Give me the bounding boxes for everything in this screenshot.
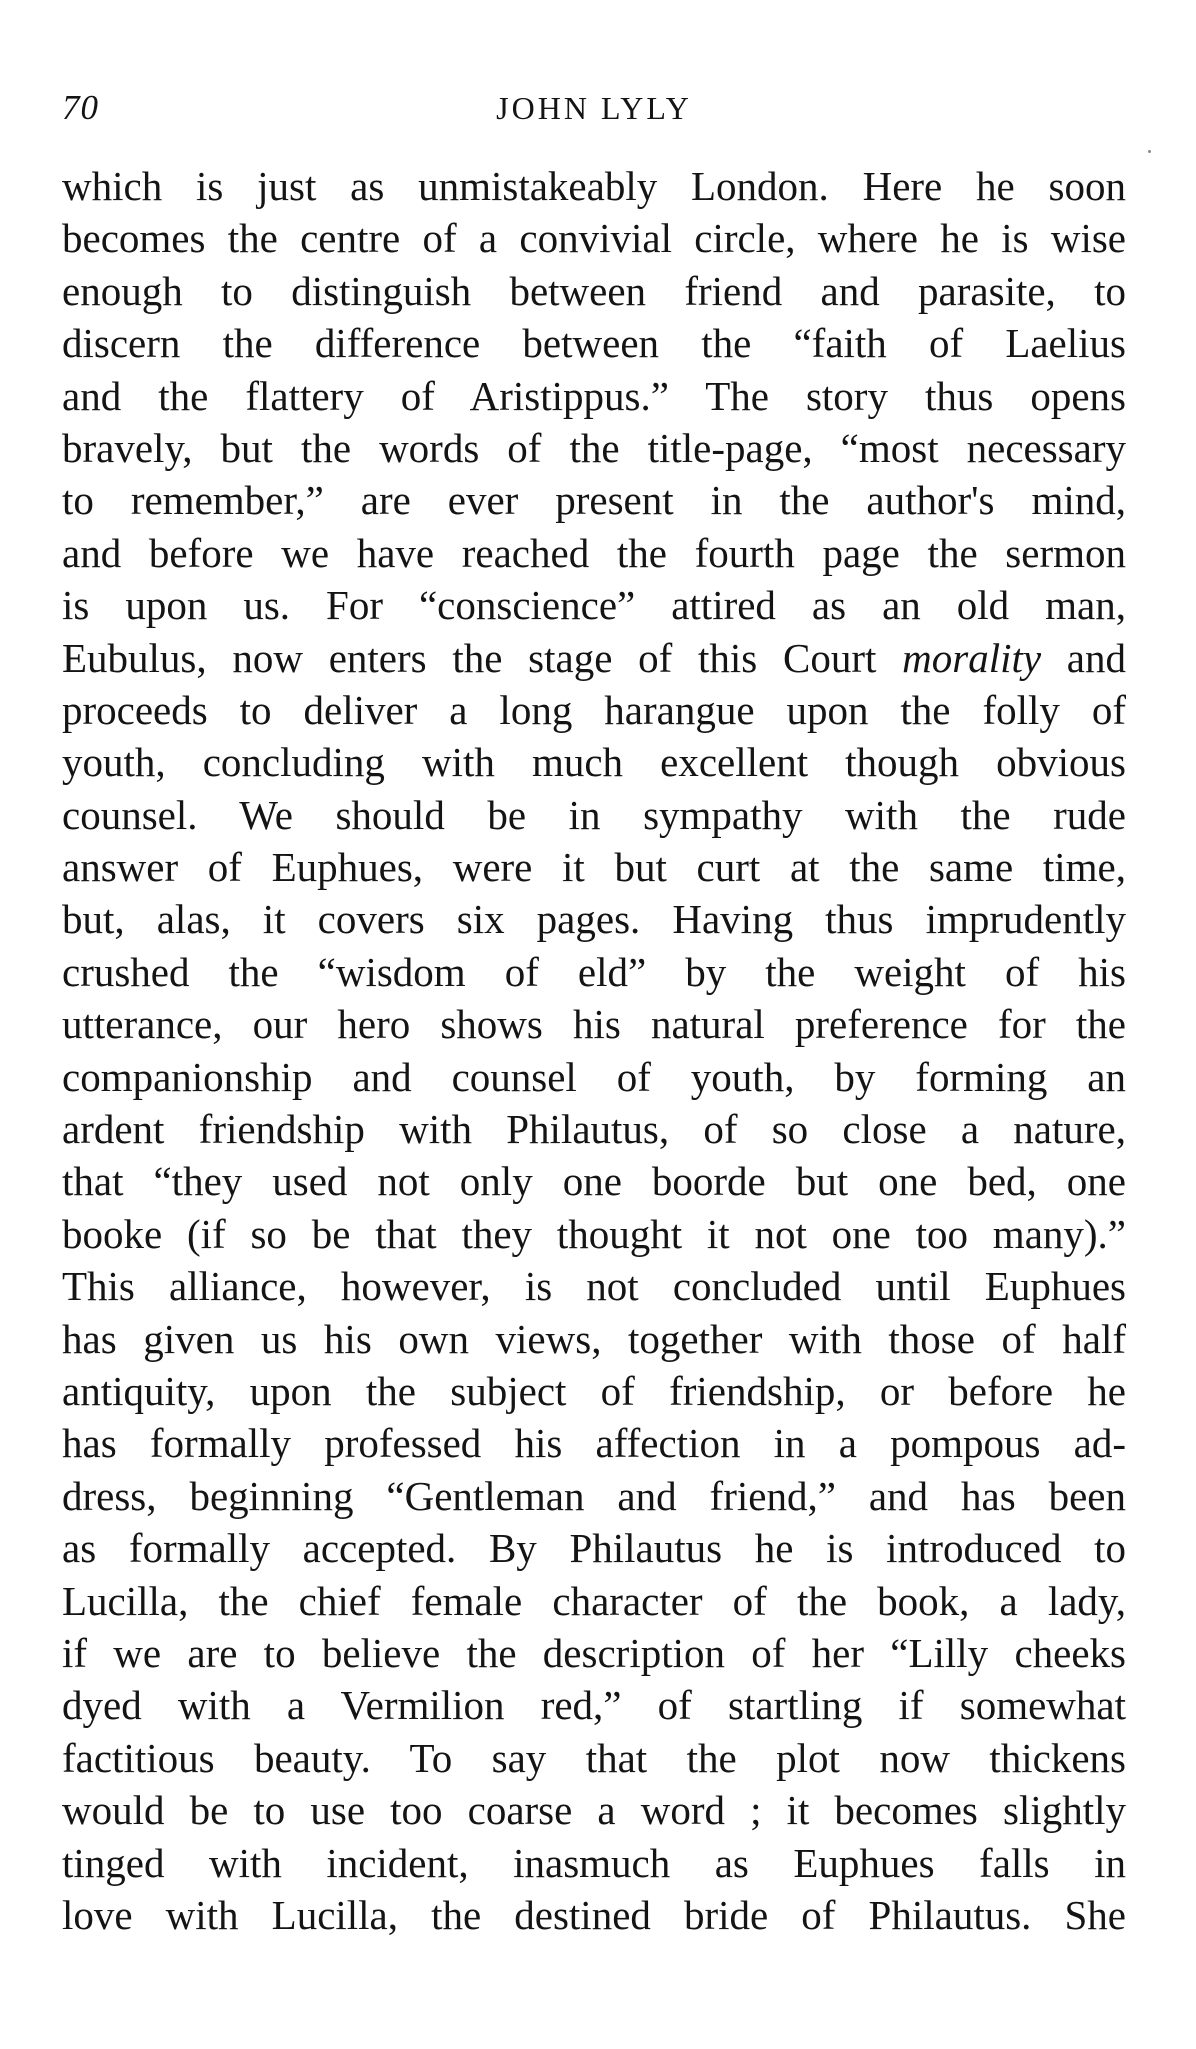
text-line-12: youth, concluding with much excellent though obvious [62, 739, 1126, 786]
text-line-25: has formally professed his affection in a pompous ad- [62, 1420, 1126, 1467]
text-line-19: ardent friendship with Philautus, of so close a nature, [62, 1106, 1126, 1153]
text-line-27: as formally accepted. By Philautus he is introduced to [62, 1525, 1126, 1572]
text-line-14: answer of Euphues, were it but curt at the same time, [62, 844, 1126, 891]
text-line-17: utterance, our hero shows his natural preference for the [62, 1001, 1126, 1048]
text-line-33: tinged with incident, inasmuch as Euphues falls in [62, 1839, 1126, 1886]
text-line-32: would be to use too coarse a word ; it becomes slightly [62, 1787, 1126, 1834]
text-line-18: companionship and counsel of youth, by forming an [62, 1053, 1126, 1100]
text-line-34: love with Lucilla, the destined bride of Philautus. She [62, 1891, 1126, 1938]
text-line-31: factitious beauty. To say that the plot now thickens [62, 1734, 1126, 1781]
text-line-30: dyed with a Vermilion red,” of startling if somewhat [62, 1682, 1126, 1729]
text-line-24: antiquity, upon the subject of friendship, or before he [62, 1367, 1126, 1414]
text-line-8: and before we have reached the fourth page the sermon [62, 529, 1126, 576]
text-line-9: is upon us. For “conscience” attired as an old man, [62, 582, 1126, 629]
text-line-7: to remember,” are ever present in the author's mind, [62, 477, 1126, 524]
text-line-3: enough to distinguish between friend and parasite, to [62, 267, 1126, 314]
body-text [62, 160, 1126, 1941]
line-10-after: and [1041, 634, 1126, 681]
text-line-5: and the flattery of Aristippus.” The story thus opens [62, 372, 1126, 419]
italic-word-morality: morality [902, 634, 1042, 681]
text-line-11: proceeds to deliver a long harangue upon the folly of [62, 686, 1126, 733]
text-line-22: This alliance, however, is not concluded until Euphues [62, 1263, 1126, 1310]
stray-ink-dot [1148, 150, 1151, 153]
text-line-13: counsel. We should be in sympathy with the rude [62, 791, 1126, 838]
text-line-28: Lucilla, the chief female character of the book, a lady, [62, 1577, 1126, 1624]
text-line-10 [62, 632, 1126, 684]
text-line-1: which is just as unmistakeably London. Here he soon [62, 163, 1126, 209]
running-head [62, 88, 1126, 136]
line-10-before: Eubulus, now enters the stage of this Court [62, 634, 903, 681]
text-line-23: has given us his own views, together with those of half [62, 1315, 1126, 1362]
book-title: JOHN LYLY [496, 90, 692, 126]
text-line-16: crushed the “wisdom of eld” by the weight of his [62, 948, 1126, 995]
text-line-2: becomes the centre of a convivial circle, where he is wise [62, 215, 1126, 262]
text-line-26: dress, beginning “Gentleman and friend,” and has been [62, 1472, 1126, 1519]
text-line-29: if we are to believe the description of her “Lilly cheeks [62, 1629, 1126, 1676]
text-line-20: that “they used not only one boorde but one bed, one [62, 1158, 1126, 1205]
text-line-15: but, alas, it covers six pages. Having thus imprudently [62, 896, 1126, 943]
text-line-21: booke (if so be that they thought it not one too many).” [62, 1210, 1126, 1257]
page-number: 70 [62, 88, 99, 127]
text-line-6: bravely, but the words of the title-page, “most necessary [62, 424, 1126, 471]
text-line-4: discern the difference between the “faith of Laelius [62, 320, 1126, 367]
